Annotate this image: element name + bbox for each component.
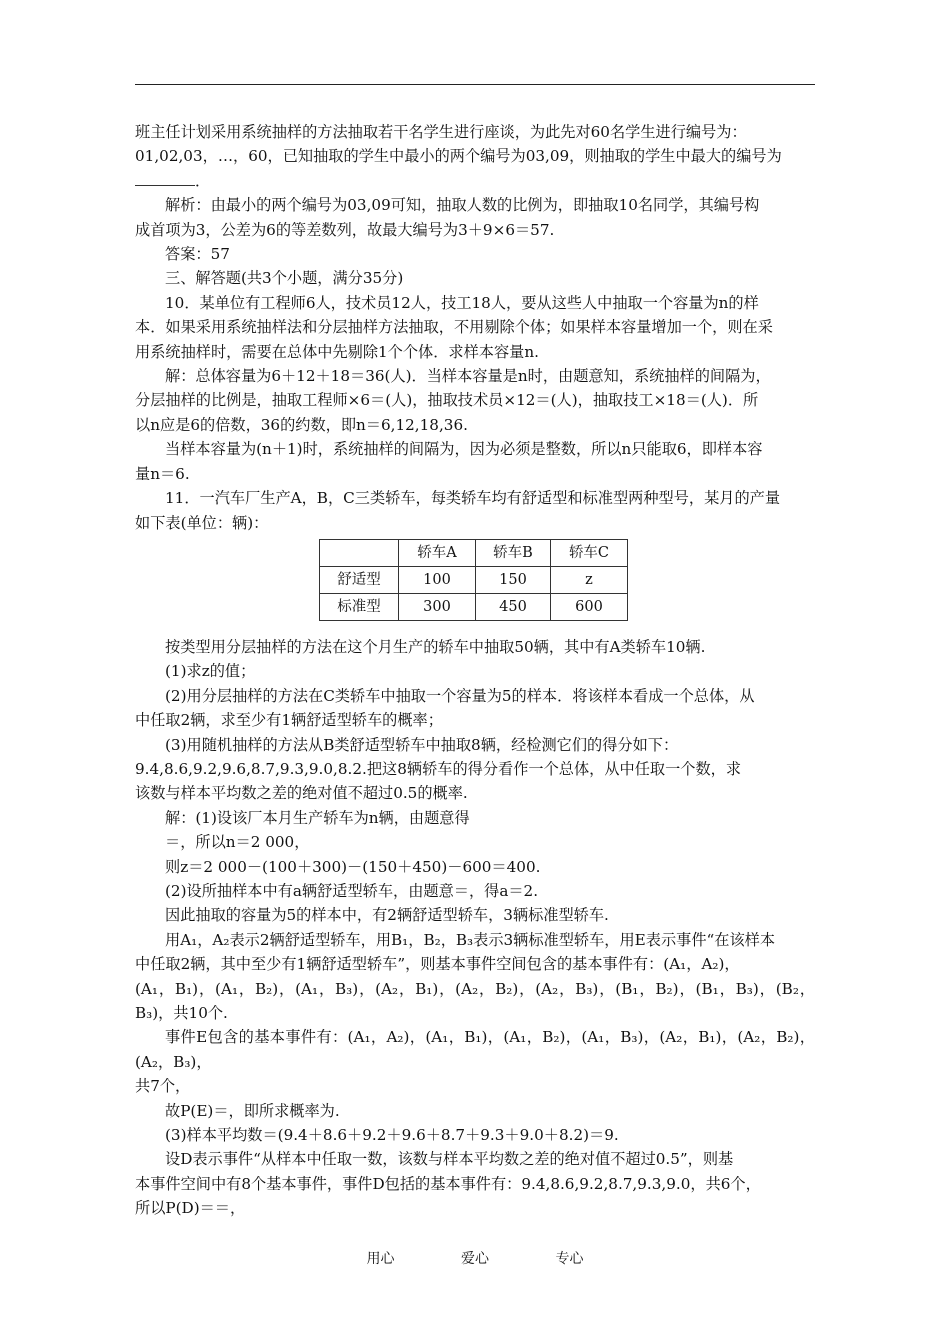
text-line [135,830,815,854]
text-line [135,340,815,364]
footer-item: 爱心 [461,1251,489,1267]
table-row [320,566,628,593]
text-line-content: ＝，所以n＝2 000， [165,833,310,852]
footer-item: 用心 [366,1251,395,1267]
text-line-content: (2)设所抽样本中有a辆舒适型轿车，由题意＝，得a＝2. [165,881,539,900]
text-line-content: 所以P(D)＝＝， [135,1199,246,1218]
table-header-cell: 轿车A [399,539,476,566]
text-line [135,855,815,879]
text-line-content: 因此抽取的容量为5的样本中，有2辆舒适型轿车，3辆标准型轿车. [165,906,609,925]
text-line [135,1196,815,1220]
text-line-content: 中任取2辆，其中至少有1辆舒适型轿车”，则基本事件空间包含的基本事件有：(A₁，A₂)， [135,955,740,974]
text-line [135,733,815,757]
text-block-1 [135,120,815,535]
answer-blank [135,171,195,186]
text-line [135,879,815,903]
text-line [135,1074,815,1098]
text-line [135,291,815,315]
text-line-content: 事件E包含的基本事件有：(A₁，A₂)，(A₁，B₁)，(A₁，B₂)，(A₁，B₃)，(A₂，B₁)，(A₂，B₂)，(A₂，B₃)， [135,1028,815,1071]
text-line-content: 本事件空间中有8个基本事件，事件D包括的基本事件有：9.4,8.6,9.2,8.7,9.3,9.0，共6个， [135,1174,761,1193]
text-line [135,486,815,510]
table-cell: 600 [551,593,628,620]
text-block-2 [135,635,815,1221]
text-line-content: 用A₁，A₂表示2辆舒适型轿车，用B₁，B₂，B₃表示3辆标准型轿车，用E表示事件“在该样本 [165,930,776,949]
text-line [135,511,815,535]
text-line [135,952,815,976]
text-line-content: 则z＝2 000－(100＋300)－(150＋450)－600＝400. [165,857,541,876]
text-line [135,120,815,144]
table-row [320,593,628,620]
page-footer [0,1248,950,1268]
table-cell: 标准型 [320,593,399,620]
text-line-content: 用系统抽样时，需要在总体中先剔除1个个体．求样本容量n. [135,342,539,361]
text-line [135,1123,815,1147]
text-line [135,659,815,683]
text-line [135,169,815,193]
text-line [135,635,815,659]
text-line-content: 设D表示事件“从样本中任取一数，该数与样本平均数之差的绝对值不超过0.5”，则基 [165,1150,734,1169]
text-line-content: 11．一汽车厂生产A，B，C三类轿车，每类轿车均有舒适型和标准型两种型号，某月的产量 [165,489,781,508]
text-line [135,1025,815,1074]
text-line-content: (1)求z的值； [165,662,256,681]
text-line [135,144,815,168]
text-line-content: 分层抽样的比例是，抽取工程师×6＝(人)，抽取技术员×12＝(人)，抽取技工×18＝(人)．所 [135,391,759,410]
text-line [135,462,815,486]
text-line [135,684,815,708]
text-line [135,1172,815,1196]
text-line [135,708,815,732]
text-line-content: 本．如果采用系统抽样法和分层抽样方法抽取，不用剔除个体；如果样本容量增加一个，则在采 [135,318,773,337]
text-line-content: 以n应是6的倍数，36的约数，即n＝6,12,18,36. [135,415,468,434]
text-line-content: 中任取2辆，求至少有1辆舒适型轿车的概率； [135,711,443,730]
table-cell: 舒适型 [320,566,399,593]
text-line [135,903,815,927]
production-table [319,539,628,621]
text-line [135,1147,815,1171]
table-header-cell: 轿车B [476,539,551,566]
production-table-wrap [319,539,815,621]
text-line-content: 成首项为3，公差为6的等差数列，故最大编号为3＋9×6＝57. [135,220,555,239]
header-rule [135,84,815,85]
text-line-content: 故P(E)＝，即所求概率为. [165,1101,340,1120]
text-line [135,781,815,805]
text-line-content: 三、解答题(共3个小题，满分35分) [165,269,404,288]
table-cell: 100 [399,566,476,593]
text-line [135,977,815,1026]
text-line-content: (3)用随机抽样的方法从B类舒适型轿车中抽取8辆，经检测它们的得分如下： [165,735,679,754]
text-line-content: 解析：由最小的两个编号为03,09可知，抽取人数的比例为，即抽取10名同学，其编号构 [165,196,760,215]
text-line [135,928,815,952]
text-line [135,437,815,461]
table-cell: z [551,566,628,593]
table-cell: 300 [399,593,476,620]
text-line [135,364,815,388]
text-line [135,242,815,266]
text-line [135,218,815,242]
text-line-content: 共7个， [135,1077,191,1096]
text-line [135,806,815,830]
text-line [135,757,815,781]
text-line-content: 10．某单位有工程师6人，技术员12人，技工18人，要从这些人中抽取一个容量为n的样 [165,293,759,312]
text-line [135,266,815,290]
text-line-content: 量n＝6. [135,464,190,483]
text-line-content: (A₁，B₁)，(A₁，B₂)，(A₁，B₃)，(A₂，B₁)，(A₂，B₂)，(A₂，B₃)，(B₁，B₂)，(B₁，B₃)，(B₂，B₃)，共10个. [135,979,815,1022]
document-body [135,120,815,1221]
text-line-content: (2)用分层抽样的方法在C类轿车中抽取一个容量为5的样本．将该样本看成一个总体，从 [165,686,755,705]
text-line-content: 按类型用分层抽样的方法在这个月生产的轿车中抽取50辆，其中有A类轿车10辆. [165,637,706,656]
text-line-content: 当样本容量为(n＋1)时，系统抽样的间隔为，因为必须是整数，所以n只能取6，即样本容 [165,440,763,459]
text-line [135,388,815,412]
table-cell: 150 [476,566,551,593]
text-line [135,193,815,217]
table-header-row [320,539,628,566]
text-line [135,413,815,437]
table-header-cell [320,539,399,566]
text-line-content: 答案：57 [165,245,230,264]
text-line-content: 01,02,03，…，60，已知抽取的学生中最小的两个编号为03,09，则抽取的学生中最大的编号为 [135,147,782,166]
text-line-content: 9.4,8.6,9.2,9.6,8.7,9.3,9.0,8.2.把这8辆轿车的得分看作一个总体，从中任取一个数，求 [135,759,742,778]
text-line-content: 班主任计划采用系统抽样的方法抽取若干名学生进行座谈，为此先对60名学生进行编号为： [135,123,747,141]
text-line-content: ． [195,171,211,190]
text-line-content: 如下表(单位：辆)： [135,513,269,532]
text-line-content: (3)样本平均数＝(9.4＋8.6＋9.2＋9.6＋8.7＋9.3＋9.0＋8.2)＝9. [165,1126,619,1145]
footer-item: 专心 [555,1251,584,1267]
text-line-content: 解：总体容量为6＋12＋18＝36(人)．当样本容量是n时，由题意知，系统抽样的间隔为， [165,367,771,386]
text-line [135,1099,815,1123]
text-line [135,315,815,339]
text-line-content: 该数与样本平均数之差的绝对值不超过0.5的概率. [135,784,468,803]
text-line-content: 解：(1)设该厂本月生产轿车为n辆，由题意得 [165,808,470,827]
table-cell: 450 [476,593,551,620]
table-header-cell: 轿车C [551,539,628,566]
